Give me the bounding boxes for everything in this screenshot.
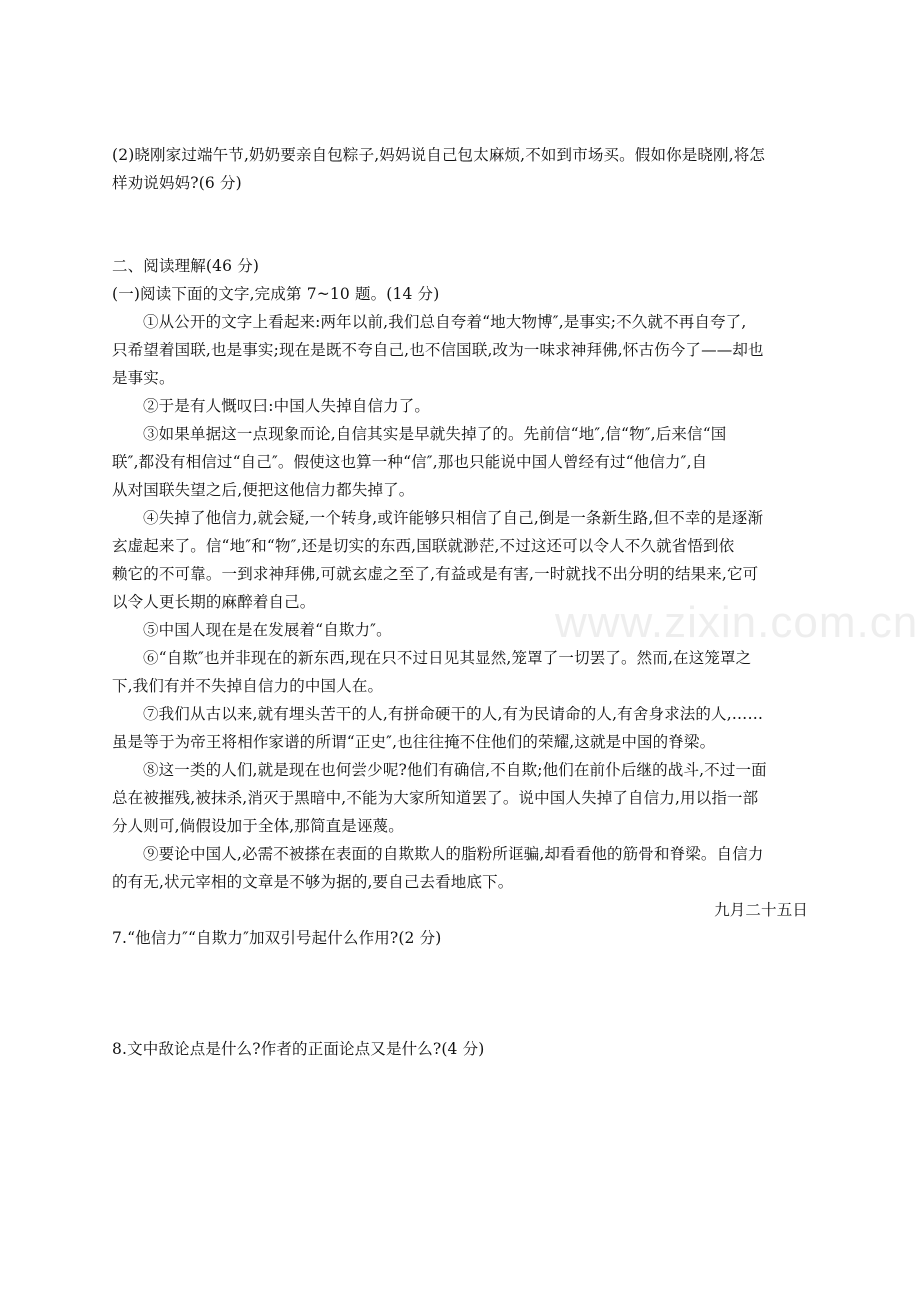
passage-date: 九月二十五日: [714, 901, 808, 919]
paragraph-1-line-2: 只希望着国联,也是事实;现在是既不夸自己,也不信国联,改为一味求神拜佛,怀古伤今了——却也: [112, 341, 764, 359]
question-6-2-line-2: 样劝说妈妈?(6 分): [112, 174, 242, 192]
paragraph-2-line-1: ②于是有人慨叹曰:中国人失掉自信力了。: [143, 397, 431, 415]
paragraph-8-line-1: ⑧这一类的人们,就是现在也何尝少呢?他们有确信,不自欺;他们在前仆后继的战斗,不过一面: [143, 761, 767, 779]
section-title: 二、阅读理解(46 分): [112, 257, 260, 275]
question-8: 8.文中敌论点是什么?作者的正面论点又是什么?(4 分): [112, 1040, 485, 1058]
paragraph-8-line-2: 总在被摧残,被抹杀,消灭于黑暗中,不能为大家所知道罢了。说中国人失掉了自信力,用以指一部: [112, 789, 759, 807]
paragraph-6-line-1: ⑥“自欺″也并非现在的新东西,现在只不过日见其显然,笼罩了一切罢了。然而,在这笼罩之: [143, 649, 752, 667]
paragraph-7-line-1: ⑦我们从古以来,就有埋头苦干的人,有拼命硬干的人,有为民请命的人,有舍身求法的人,……: [143, 705, 764, 723]
paragraph-4-line-2: 玄虚起来了。信“地″和“物″,还是切实的东西,国联就渺茫,不过这还可以令人不久就省悟到依: [112, 537, 735, 555]
paragraph-9-line-1: ⑨要论中国人,必需不被搽在表面的自欺欺人的脂粉所诓骗,却看看他的筋骨和脊梁。自信力: [143, 845, 764, 863]
paragraph-3-line-2: 联″,都没有相信过“自己″。假使这也算一种“信″,那也只能说中国人曾经有过“他信力″,自: [112, 453, 708, 471]
paragraph-1-line-1: ①从公开的文字上看起来:两年以前,我们总自夸着“地大物博″,是事实;不久就不再自夸了,: [143, 313, 747, 331]
question-6-2-line-1: (2)晓刚家过端午节,奶奶要亲自包粽子,妈妈说自己包太麻烦,不如到市场买。假如你是晓刚,将怎: [112, 146, 766, 164]
question-7: 7.“他信力″“自欺力″加双引号起什么作用?(2 分): [112, 929, 442, 947]
paragraph-8-line-3: 分人则可,倘假设加于全体,那简直是诬蔑。: [112, 817, 404, 835]
paragraph-1-line-3: 是事实。: [112, 369, 175, 387]
paragraph-9-line-2: 的有无,状元宰相的文章是不够为据的,要自己去看地底下。: [112, 873, 514, 891]
watermark: www.zixin.com.cn: [555, 598, 919, 647]
section-subtitle: (一)阅读下面的文字,完成第 7~10 题。(14 分): [112, 285, 440, 303]
paragraph-4-line-1: ④失掉了他信力,就会疑,一个转身,或许能够只相信了自己,倒是一条新生路,但不幸的是逐渐: [143, 509, 764, 527]
paragraph-3-line-1: ③如果单据这一点现象而论,自信其实是早就失掉了的。先前信“地″,信“物″,后来信“国: [143, 425, 727, 443]
paragraph-4-line-4: 以令人更长期的麻醉着自己。: [112, 593, 316, 611]
paragraph-3-line-3: 从对国联失望之后,便把这他信力都失掉了。: [112, 481, 415, 499]
paragraph-5-line-1: ⑤中国人现在是在发展着“自欺力″。: [143, 621, 392, 639]
paragraph-7-line-2: 虽是等于为帝王将相作家谱的所谓“正史″,也往往掩不住他们的荣耀,这就是中国的脊梁。: [112, 733, 716, 751]
paragraph-6-line-2: 下,我们有并不失掉自信力的中国人在。: [112, 677, 384, 695]
paragraph-4-line-3: 赖它的不可靠。一到求神拜佛,可就玄虚之至了,有益或是有害,一时就找不出分明的结果来,它可: [112, 565, 759, 583]
